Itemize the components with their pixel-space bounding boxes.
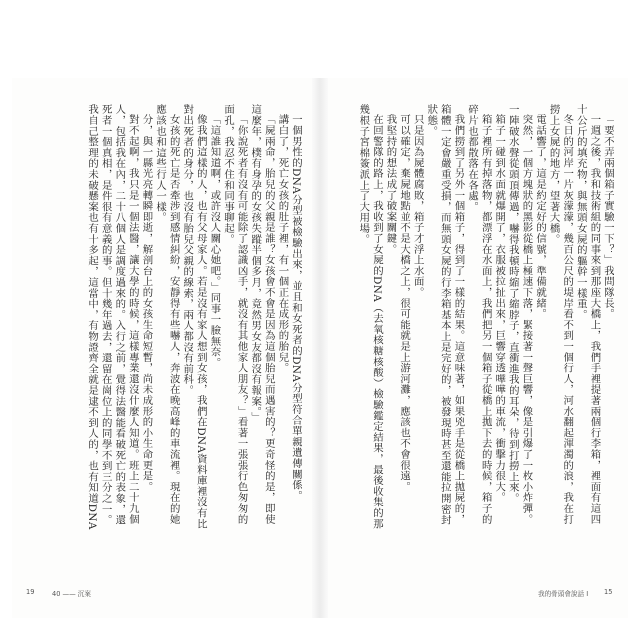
paragraph: 我堅持的想法成了破案關鍵。: [384, 114, 397, 255]
paragraph: 一週之後，我和技術組的同事來到那座大橋上，我們手裡提著兩個行李箱，裡面有這四十公斤的填充物，與無頭女屍的軀幹一樣重。: [574, 104, 601, 525]
paragraph: 我們撈到了另外一個箱子，得到了一樣的結果。這意味著，如果兇手是從橋上拋屍的，箱體一定會嚴重受損，而無頭女屍的行李箱基本上是完好的，被發現時甚至還能拉開密封狀態。: [425, 104, 465, 526]
paragraph: 女孩的死亡是否牽涉到感情糾紛，安靜得有些嚇人，奔波在晚高峰的車流裡。現在的她應該也和這些行人一樣。: [154, 104, 180, 525]
running-title: 40 —— 沉案: [52, 590, 91, 598]
paragraph: 「要不弄兩個箱子實驗一下？」我問隊長。: [602, 114, 614, 320]
left-page: [12, 78, 312, 618]
paragraph: 分，與一縣光亮轉瞬即逝，解剖台上的女孩生命短暫，尚未成形的小生命更是。: [140, 114, 153, 493]
paragraph: 只是因為屍體腐敗，箱子才浮上水面。: [411, 114, 424, 298]
running-title: 我的骨頭會說話 I: [538, 590, 589, 598]
page-number: 15: [604, 588, 613, 596]
paragraph: 在回警隊的路上，我收到了女屍的DNA（去氧核糖核酸）檢驗鑑定結果，最後收集的那幾根子宮棉簽派上了大用場。: [357, 104, 383, 530]
paragraph: 電話響了，這是約定好的信號，準備就緒。: [534, 114, 547, 320]
paragraph: 一個男性的DNA分型被檢驗出來，並且和女死者的DNA分型符合單親遺傳關係。: [290, 114, 302, 502]
paragraph: 箱子裡所有掉落物，都漂浮在水面上，我們把另一個箱子從橋上拋下去的時候，箱子的碎片也都散落在各處。: [466, 104, 492, 525]
left-page-text: [26, 104, 302, 534]
paragraph: 像我們這樣的人，也有父母家人。若是沒有家人想到女孩，我們在DNA資料庫裡沒有比對出死者的身分，也沒有胎兒父親的線索，兩人都沒有前科。: [181, 104, 207, 530]
page-number: 19: [26, 588, 35, 596]
paragraph: 箱子一碰到水面就爆開了，衣服被拉扯出來，巨響穿透嘩嘩的車流，衝擊力很大。: [493, 114, 506, 504]
book-gutter: [312, 78, 328, 618]
paragraph: 冬日的河岸一片灰濛濛，幾百公尺的堤岸看不到一個行人，河水翻起渾濁的浪，我在打撈上女屍的地方，望著大橋。: [547, 104, 574, 525]
right-page: [328, 78, 628, 618]
paragraph: 「屍兩命，胎兒的父親是誰？女孩會不會是因為這個胎兒而遇害的？更奇怪的是，即使這麼年，樸有身孕的女孩失蹤半個多月，竟然男女友都沒有報案。」: [249, 104, 275, 525]
paragraph: 對不起啊，我只是一個法醫，讓大學的時候，這樣專業還沒什麼人知道。班上二十九個人，包括我在內，二十八個人是調度過來的。入行之前，覺得法醫能看破死亡的表象，還死者一個真相，是件很有意義的事。但十幾年過去，還留在崗位上的同學不到三分之一。我自己整理的未破懸案也有十多起，這當中，有物證齊全就是逮不到人的，也有知道DNA: [86, 104, 139, 530]
paragraph: 突然，一個方塊狀的黑影從橋上極速下落，緊接著一聲巨響，像是引爆了一枚小炸彈。一陣破水聲從頭頂傳過，嚇得我頓時縮了縮脖子，直衝進我的耳朵，待到打撈上來。: [506, 104, 533, 525]
paragraph: 「你說死者有沒有可能除了認識凶手，就沒有其他家人朋友？」看著一張張行色匆匆的面孔，我忍不住和同事聊起。: [222, 104, 248, 525]
paragraph: 可以確定，棄屍地點並不是大橋之上，很可能就是上游河灘，應該也不會很遠。: [398, 114, 411, 493]
paragraph: 「這誰知道啊，或許沒人關心她吧。」同事一臉無奈。: [208, 114, 221, 369]
paragraph: 講白了，死亡女孩的肚子裡，有一個正在成形的胎兒。: [276, 114, 289, 374]
right-page-text: [344, 104, 614, 534]
